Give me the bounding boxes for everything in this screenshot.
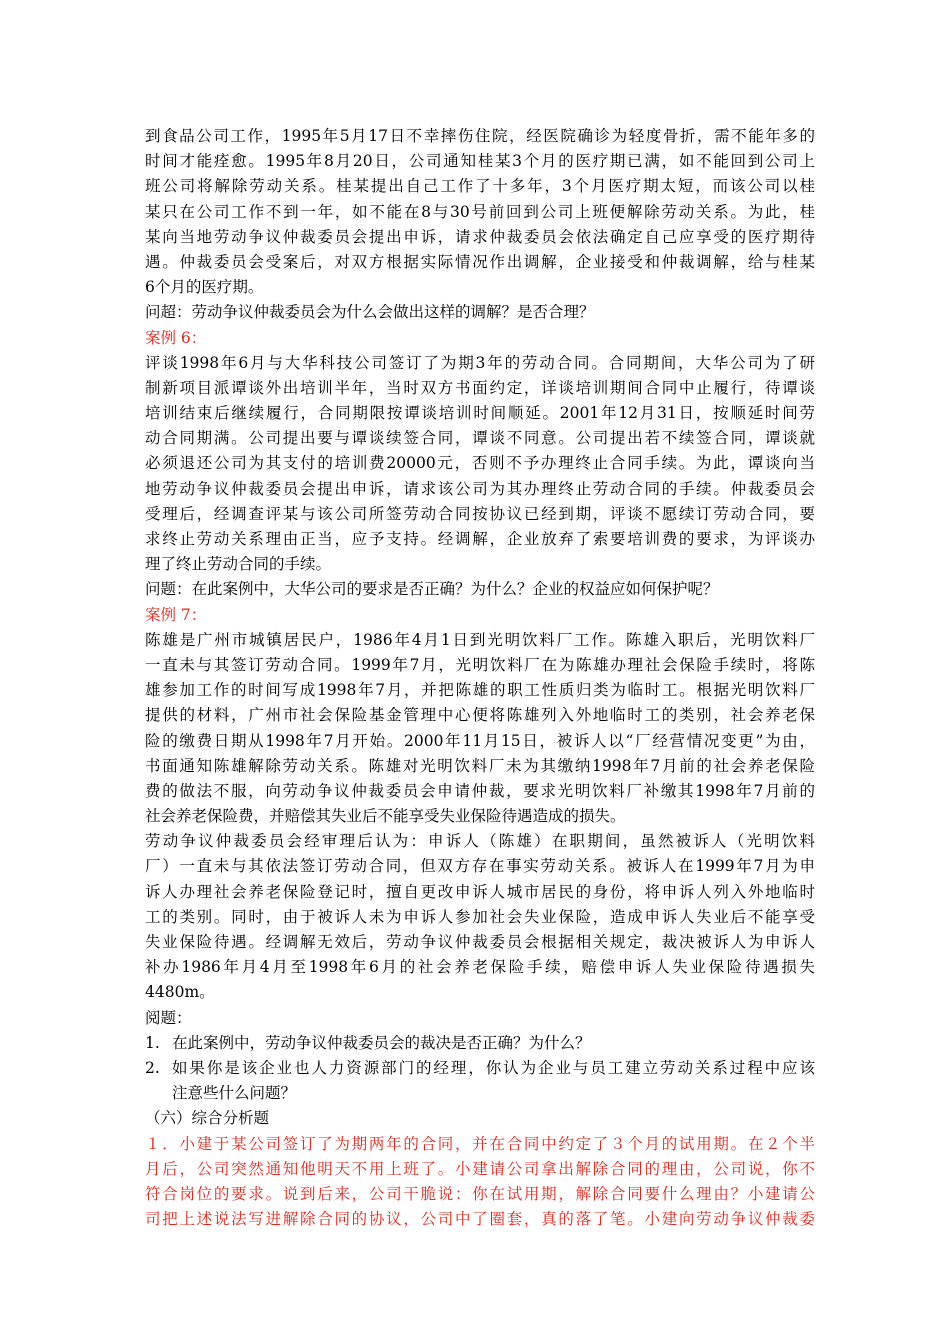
text-line: 地劳动争议仲裁委员会提出申诉，请求该公司为其办理终止劳动合同的手续。仲裁委员会 — [145, 479, 815, 498]
text-line: 到食品公司工作，1995年5月17日不幸摔伤住院，经医院确诊为轻度骨折，需不能年多的 — [145, 127, 815, 145]
list-item — [145, 1031, 815, 1056]
case7-questions-label: 阅题： — [145, 1008, 192, 1027]
text-line: 评谈1998年6月与大华科技公司签订了为期3年的劳动合同。合同期间，大华公司为了研 — [145, 353, 815, 372]
case5-question: 问超：劳动争议仲裁委员会为什么会做出这样的调解？是否合理？ — [145, 303, 595, 322]
section6-heading: （六）综合分析题 — [145, 1109, 270, 1128]
text-line: 诉人办理社会养老保险登记时，擅自更改申诉人城市居民的身份，将申诉人列入外地临时 — [145, 882, 815, 901]
text-line: 时间才能痊愈。1995年8月20日，公司通知桂某3个月的医疗期已满，如不能回到公司上 — [145, 152, 815, 171]
case6-body — [145, 351, 815, 578]
text-line: 补办1986年月4月至1998年6月的社会养老保险手续，赔偿申诉人失业保险待遇损失 — [145, 958, 815, 977]
text-line: 理了终止劳动合同的手续。 — [145, 555, 332, 574]
text-line: 劳动争议仲裁委员会经审理后认为：申诉人（陈雄）在职期间，虽然被诉人（光明饮料 — [145, 832, 815, 851]
document-page — [145, 124, 815, 1232]
list-item — [145, 1056, 815, 1106]
text-line: 某只在公司工作不到一年，如不能在8与30号前回到公司上班便解除劳动关系。为此，桂 — [145, 202, 815, 221]
text-line: 必须退还公司为其支付的培训费20000元，否则不予办理终止合同手续。为此，谭谈向当 — [145, 454, 815, 473]
text-line: 求终止劳动关系理由正当，应予支持。经调解，企业放弃了索要培训费的要求，为评谈办 — [145, 530, 815, 548]
text-line: 失业保险待遇。经调解无效后，劳动争议仲裁委员会根据相关规定，裁决被诉人为申诉人 — [145, 933, 815, 951]
text-line: 受理后，经调查评某与该公司所签劳动合同按协议已经到期，评谈不愿续订劳动合同，要 — [145, 504, 815, 523]
case7-heading: 案例 7： — [145, 605, 207, 624]
case6-question: 问题：在此案例中，大华公司的要求是否正确？为什么？企业的权益应如何保护呢？ — [145, 580, 719, 599]
text-line: 书面通知陈雄解除劳动关系。陈雄对光明饮料厂未为其缴纳1998年7月前的社会养老保险 — [145, 756, 815, 775]
text-line: 培训结束后继续履行，合同期限按谭谈培训时间顺延。2001年12月31日，按顺延时间劳 — [145, 404, 815, 423]
text-line: 陈雄是广州市城镇居民户，1986年4月1日到光明饮料厂工作。陈雄入职后，光明饮料厂 — [145, 630, 815, 649]
text-line: 注意些什么问题？ — [172, 1084, 297, 1103]
case7-ruling — [145, 829, 815, 1005]
text-line: １．小建于某公司签订了为期两年的合同，并在合同中约定了３个月的试用期。在２个半 — [145, 1134, 815, 1153]
list-marker: 1. — [145, 1033, 160, 1052]
text-line: 符合岗位的要求。说到后来，公司干脆说：你在试用期，解除合同要什么理由？小建请公 — [145, 1184, 815, 1203]
text-line: 提供的材料，广州市社会保险基金管理中心便将陈雄列入外地临时工的类别，社会养老保 — [145, 706, 815, 725]
text-line: 制新项目派谭谈外出培训半年，当时双方书面约定，详谈培训期间合同中止履行，待谭谈 — [145, 378, 815, 397]
list-marker: 2. — [145, 1058, 160, 1077]
text-line: 如果你是该企业也人力资源部门的经理，你认为企业与员工建立劳动关系过程中应该 — [172, 1058, 815, 1077]
case5-tail — [145, 124, 815, 300]
section6-question-1 — [145, 1132, 815, 1233]
text-line: 司把上述说法写进解除合同的协议，公司中了圈套，真的落了笔。小建向劳动争议仲裁委 — [145, 1210, 815, 1229]
text-line: 社会养老保险费，并赔偿其失业后不能享受失业保险待遇造成的损失。 — [145, 807, 626, 826]
text-line: 遇。仲裁委员会受案后，对双方根据实际情况作出调解，企业接受和仲裁调解，给与桂某 — [145, 252, 815, 271]
text-line: 工的类别。同时，由于被诉人未为申诉人参加社会失业保险，造成申诉人失业后不能享受 — [145, 907, 815, 926]
text-line: 费的做法不服，向劳动争议仲裁委员会申请仲裁，要求光明饮料厂补缴其1998年7月前的 — [145, 781, 815, 800]
text-line: 雄参加工作的时间写成1998年7月，并把陈雄的职工性质归类为临时工。根据光明饮料厂 — [145, 681, 815, 700]
text-line: 险的缴费日期从1998年7月开始。2000年11月15日，被诉人以“厂经营情况变更”为由， — [145, 731, 815, 750]
text-line: 月后，公司突然通知他明天不用上班了。小建请公司拿出解除合同的理由，公司说，你不 — [145, 1159, 815, 1178]
case6-heading: 案例 6： — [145, 328, 207, 347]
text-line: 在此案例中，劳动争议仲裁委员会的裁决是否正确？为什么？ — [172, 1033, 591, 1052]
text-line: 班公司将解除劳动关系。桂某提出自己工作了十多年，3个月医疗期太短，而该公司以桂 — [145, 177, 815, 196]
text-line: 6个月的医疗期。 — [145, 278, 264, 297]
text-line: 一直未与其签订劳动合同。1999年7月，光明饮料厂在为陈雄办理社会保险手续时，将陈 — [145, 655, 815, 674]
text-line: 某向当地劳动争议仲裁委员会提出申诉，请求仲裁委员会依法确定自己应享受的医疗期待 — [145, 227, 815, 246]
text-line: 厂）一直未与其依法签订劳动合同，但双方存在事实劳动关系。被诉人在1999年7月为申 — [145, 857, 815, 876]
case7-body — [145, 628, 815, 830]
text-line: 动合同期满。公司提出要与谭谈续签合同，谭谈不同意。公司提出若不续签合同，谭谈就 — [145, 429, 815, 448]
case7-question-list — [145, 1031, 815, 1107]
text-line: 4480m。 — [145, 983, 215, 1002]
